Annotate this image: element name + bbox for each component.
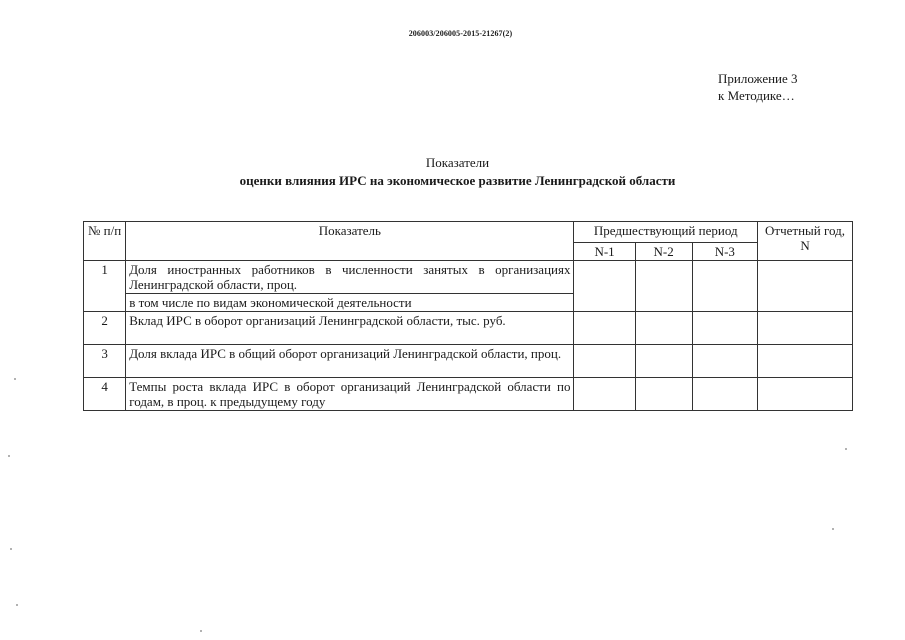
cell-n3 xyxy=(692,345,757,378)
header-reporting-year: Отчетный год, N xyxy=(758,222,853,261)
cell-n2 xyxy=(635,312,692,345)
header-n1: N-1 xyxy=(574,243,635,261)
cell-reporting-year xyxy=(758,378,853,411)
document-title xyxy=(0,154,905,190)
table-row xyxy=(84,378,853,411)
cell-n3 xyxy=(692,312,757,345)
appendix-reference xyxy=(718,70,798,104)
table-row xyxy=(84,312,853,345)
cell-n2 xyxy=(635,345,692,378)
appendix-line-1: Приложение 3 xyxy=(718,71,798,86)
scan-speck xyxy=(14,378,16,380)
row-number: 4 xyxy=(84,378,126,411)
row-indicator: Доля иностранных работников в численности занятых в организациях Ленинградской области, проц. xyxy=(126,261,574,294)
title-line-1: Показатели xyxy=(425,155,490,170)
cell-n1 xyxy=(574,261,635,312)
scan-speck xyxy=(845,448,847,450)
cell-n2 xyxy=(635,261,692,312)
row-number: 3 xyxy=(84,345,126,378)
row-indicator: Доля вклада ИРС в общий оборот организаций Ленинградской области, проц. xyxy=(126,345,574,378)
cell-n1 xyxy=(574,312,635,345)
header-n3: N-3 xyxy=(692,243,757,261)
indicators-table xyxy=(83,221,853,411)
table-row xyxy=(84,345,853,378)
row-indicator: Темпы роста вклада ИРС в оборот организаций Ленинградской области по годам, в проц. к предыдущему году xyxy=(126,378,574,411)
row-sub-indicator: в том числе по видам экономической деятельности xyxy=(126,294,574,312)
scan-speck xyxy=(10,548,12,550)
cell-n2 xyxy=(635,378,692,411)
scan-speck xyxy=(8,455,10,457)
header-n2: N-2 xyxy=(635,243,692,261)
cell-n3 xyxy=(692,261,757,312)
scan-speck xyxy=(832,528,834,530)
header-previous-period: Предшествующий период xyxy=(574,222,758,243)
header-num: № п/п xyxy=(84,222,126,261)
title-line-2: оценки влияния ИРС на экономическое развитие Ленинградской области xyxy=(239,173,676,188)
cell-n1 xyxy=(574,378,635,411)
scan-speck xyxy=(16,604,18,606)
table-row xyxy=(84,261,853,294)
document-number: 206003/206005-2015-21267(2) xyxy=(408,29,513,38)
row-indicator: Вклад ИРС в оборот организаций Ленинградской области, тыс. руб. xyxy=(126,312,574,345)
scan-speck xyxy=(200,630,202,632)
cell-reporting-year xyxy=(758,345,853,378)
cell-reporting-year xyxy=(758,261,853,312)
appendix-line-2: к Методике… xyxy=(718,88,795,103)
row-number: 1 xyxy=(84,261,126,312)
cell-n3 xyxy=(692,378,757,411)
cell-reporting-year xyxy=(758,312,853,345)
cell-n1 xyxy=(574,345,635,378)
header-indicator: Показатель xyxy=(126,222,574,261)
row-number: 2 xyxy=(84,312,126,345)
